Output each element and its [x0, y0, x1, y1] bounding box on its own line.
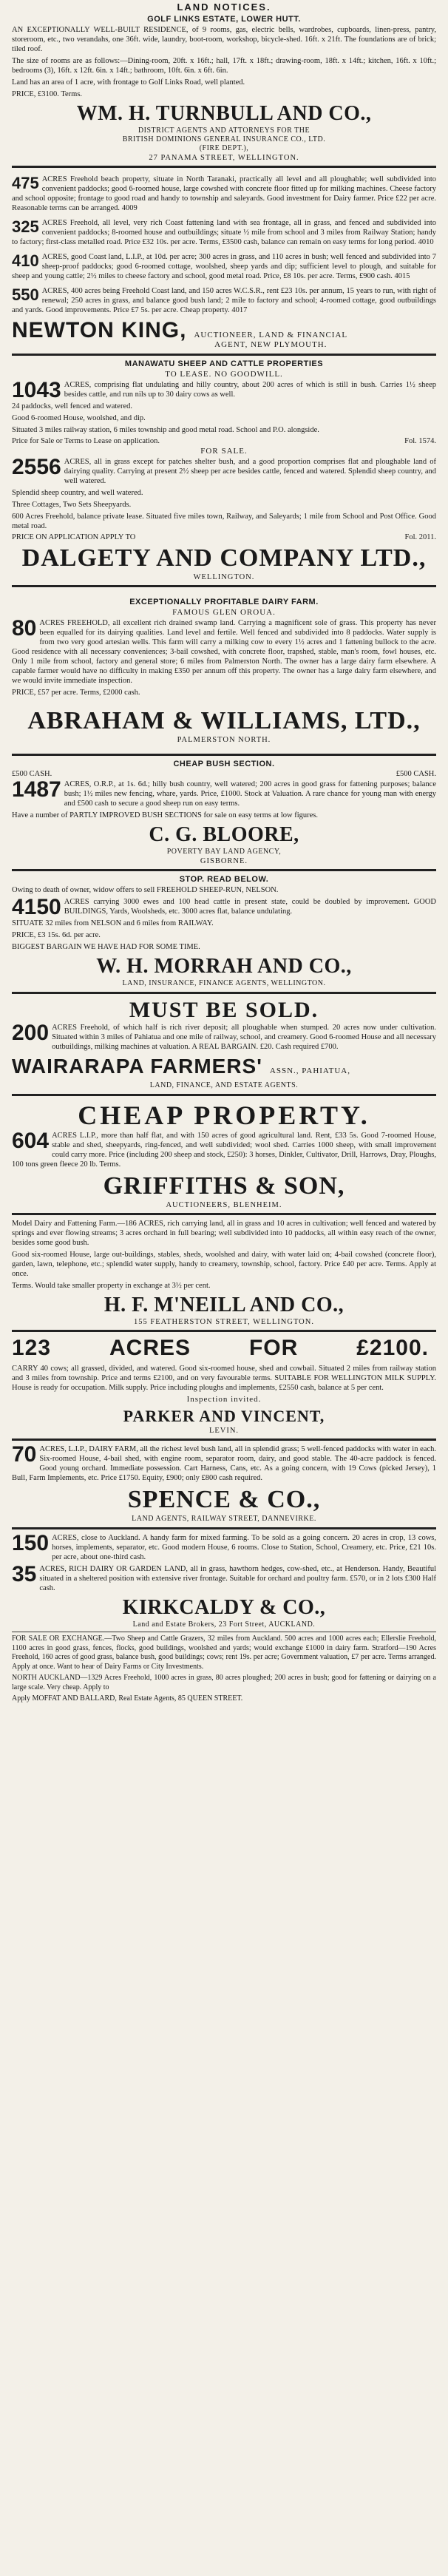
divider	[12, 166, 436, 168]
mcneill-address: 155 FEATHERSTON STREET, WELLINGTON.	[134, 1318, 314, 1326]
ad-newton-king	[12, 172, 436, 350]
morrah-bargain: BIGGEST BARGAIN WE HAVE HAD FOR SOME TIME.	[12, 943, 200, 951]
ad-mcneill	[12, 1219, 436, 1326]
listing-number: 410	[12, 251, 39, 270]
divider	[12, 1213, 436, 1215]
ad-dalgety	[12, 359, 436, 581]
land-notices-page	[12, 0, 436, 1706]
ad-moffat-ballard	[12, 1634, 436, 1704]
turnbull-sub3: (FIRE DEPT.),	[199, 144, 249, 152]
divider	[12, 1527, 436, 1529]
bloore-cash-left: £500 CASH.	[12, 770, 52, 778]
sale-ref: Fol. 2011.	[404, 533, 436, 541]
wairarapa-text: ACRES Freehold, of which half is rich river deposit; all ploughable when stumped. 20 acres now under cultivation. Situated within 3 miles of Pahiatua and one mile of railway, school, and creamery. Good 6-roomed House and all necessary outbuildings, milking machines at valuation. A REAL BARGAIN. £20. Cash required £700.	[52, 1024, 436, 1051]
sale-line: 600 Acres Freehold, balance private lease. Situated five miles town, Railway, and Saleyards; 1 mile from School and Post Office. Good metal road.	[12, 513, 436, 530]
listing-text: ACRES, good Coast land, L.I.P., at 10d. per acre; 300 acres in grass, and 110 acres in bush; well fenced and subdivided into 7 sheep-proof paddocks; good 6-roomed cottage, woolshed, sheep yards and dip; sufficient level to plough, and suitable for sheep and young cattle; 2½ miles to cheese factory and school, good metal road. Price, £8 10s. per acre. Terms, £900 cash.	[12, 253, 436, 280]
parker-headline-price: £2100.	[356, 1336, 429, 1360]
parker-headline	[12, 1336, 436, 1361]
wairarapa-heading: MUST BE SOLD.	[129, 998, 319, 1022]
kirkcaldy-sub: Land and Estate Brokers, 23 Fort Street, AUCKLAND.	[132, 1620, 316, 1629]
sale-apply: APPLY TO	[100, 533, 136, 541]
parker-note: Inspection invited.	[186, 1395, 262, 1404]
lease-line: 24 paddocks, well fenced and watered.	[12, 402, 132, 410]
parker-headline-num: 123	[12, 1336, 52, 1360]
ad-kirkcaldy	[12, 1533, 436, 1629]
parker-headline-mid: ACRES	[109, 1336, 191, 1360]
mcneill-name: H. F. M'NEILL AND CO.,	[103, 1294, 345, 1316]
newton-name: NEWTON KING,	[12, 318, 187, 342]
divider	[12, 1330, 436, 1332]
griffiths-text: ACRES L.I.P., more than half flat, and with 150 acres of good agricultural land. Rent, £33 5s. Good 7-roomed House, stable and shed, sheepyards, ring-fenced, and well subdivided; wool shed. Carries 1000 sheep, with small improvement could carry more. Price (including 200 sheep and stock, £250): 3 horses, Dinkler, Cultivator, Drill, Harrows, Dray, Ploughs, 100 tons green fleece 20 lb. Terms.	[12, 1132, 436, 1169]
divider	[12, 354, 436, 356]
griffiths-sub: AUCTIONEERS, BLENHEIM.	[166, 1201, 282, 1209]
lease-ref: Fol. 1574.	[404, 437, 436, 445]
turnbull-sub1: DISTRICT AGENTS AND ATTORNEYS FOR THE	[138, 126, 310, 135]
newton-banner	[12, 318, 436, 350]
morrah-text: ACRES carrying 3000 ewes and 100 head cattle in present state, could be doubled by improvement. GOOD BUILDINGS, Yards, Woolsheds, etc. 3000 acres flat, balance undulating.	[64, 898, 436, 916]
mcneill-intro: Model Dairy and Fattening Farm.—186 ACRES, rich carrying land, all in grass and 10 acres in cultivation; well fenced and watered by springs and ever flowing streams; 3 acres orchard in full bearing; well subdivided into 10 paddocks, all within easy reach of the owner, besides some good bush.	[12, 1220, 436, 1247]
newton-desc1: AUCTIONEER, LAND & FINANCIAL	[194, 331, 348, 339]
divider	[12, 1094, 436, 1096]
ad-turnbull	[12, 15, 436, 162]
abraham-name: ABRAHAM & WILLIAMS, LTD.,	[27, 707, 421, 734]
turnbull-address: 27 PANAMA STREET, WELLINGTON.	[149, 154, 299, 162]
wairarapa-name-tail: ASSN., PAHIATUA,	[269, 1066, 351, 1075]
ad-spence	[12, 1444, 436, 1524]
ad-abraham-williams	[12, 591, 436, 750]
sale-line: Three Cottages, Two Sets Sheepyards.	[12, 501, 132, 509]
bloore-extra: Have a number of PARTLY IMPROVED BUSH SECTIONS for sale on easy terms at low figures.	[12, 811, 318, 819]
lease-text: ACRES, comprising flat undulating and hilly country, about 200 acres of which is still in bush. Carries 1½ sheep besides cattle, and run nils up to 30 dairy cows as well.	[64, 381, 436, 399]
oroua-number: 80	[12, 616, 37, 640]
morrah-name: W. H. MORRAH AND CO.,	[96, 955, 352, 978]
sale-text: ACRES, all in grass except for patches shelter bush, and a good proportion comprises flat and ploughable land of dairying quality. Carrying at present 2½ sheep per acre besides cattle, fenced and watered. Splendid sheep country, and well watered.	[64, 458, 436, 485]
kirkcaldy-name: KIRKCALDY & CO.,	[122, 1596, 326, 1619]
turnbull-sub2: BRITISH DOMINIONS GENERAL INSURANCE CO., LTD.	[122, 135, 326, 143]
manawatu-lease-label: TO LEASE. NO GOODWILL.	[165, 370, 283, 379]
listing-number: 475	[12, 174, 39, 192]
golf-detail: The size of rooms are as follows:—Dining-room, 20ft. x 16ft.; hall, 17ft. x 18ft.; drawing-room, 18ft. x 14ft.; kitchen, 16ft. x 10ft.; bedrooms (3), 16ft. x 12ft. 6in. x 14ft.; bathroom, 10ft. 6in. x 6ft. 6in.	[12, 57, 436, 75]
kirkcaldy-number: 150	[12, 1531, 50, 1555]
dalgety-name: DALGETY AND COMPANY LTD.,	[21, 544, 427, 572]
golf-land: Land has an area of 1 acre, with frontage to Golf Links Road, well planted.	[12, 78, 245, 87]
newton-desc2: AGENT, NEW PLYMOUTH.	[214, 340, 327, 349]
manawatu-heading: MANAWATU SHEEP AND CATTLE PROPERTIES	[124, 359, 324, 368]
listing-ref: 4017	[231, 306, 248, 314]
morrah-sub: LAND, INSURANCE, FINANCE AGENTS, WELLINGTON.	[122, 979, 326, 987]
wairarapa-name: WAIRARAPA FARMERS'	[12, 1055, 262, 1078]
spence-sub: LAND AGENTS, RAILWAY STREET, DANNEVIRKE.	[132, 1515, 316, 1523]
listing-ref: 4010	[418, 238, 434, 246]
divider	[12, 754, 436, 756]
bloore-address: GISBORNE.	[200, 857, 248, 865]
griffiths-number: 604	[12, 1129, 50, 1153]
parker-headline-for: FOR	[248, 1336, 299, 1360]
masthead: LAND NOTICES.	[177, 1, 271, 13]
newton-desc	[194, 331, 347, 350]
oroua-price: PRICE, £57 per acre. Terms, £2000 cash.	[12, 689, 140, 697]
sale-line: Splendid sheep country, and well watered.	[12, 489, 143, 497]
golf-heading: GOLF LINKS ESTATE, LOWER HUTT.	[147, 15, 301, 24]
griffiths-name: GRIFFITHS & SON,	[103, 1172, 345, 1200]
listing-ref: 4015	[394, 272, 410, 280]
sale-price: PRICE ON APPLICATION	[12, 533, 99, 541]
morrah-intro: Owing to death of owner, widow offers to sell FREEHOLD SHEEP-RUN, NELSON.	[12, 886, 279, 894]
bloore-sub: POVERTY BAY LAND AGENCY,	[166, 848, 282, 856]
golf-body: AN EXCEPTIONALLY WELL-BUILT RESIDENCE, of 9 rooms, gas, electric bells, wardrobes, cupboards, linen-press, pantry, storeroom, etc., two verandahs, one 36ft. wide, laundry, boot-room, workshop, bicycle-shed. 16ft. x 21ft. The foundations are of brick; tiled roof.	[12, 26, 436, 53]
listing-number: 325	[12, 217, 39, 236]
morrah-situation: SITUATE 32 miles from NELSON and 6 miles from RAILWAY.	[12, 919, 214, 927]
ad-bloore	[12, 760, 436, 865]
divider	[12, 1439, 436, 1441]
mcneill-detail: Good six-roomed House, large out-buildings, stables, sheds, woolshed and dairy, with water laid on; 4-bail cowshed (concrete floor), garden, lawn, telephone, etc.; splendid water supply, handy to creamery, township, school, factory. Price £40 per acre. Terms. Apply at once.	[12, 1251, 436, 1278]
listing-text: ACRES, 400 acres being Freehold Coast land, and 150 acres W.C.S.R., rent £23 10s. per annum, 15 years to run, with right of renewal; 250 acres in grass, and balance good bush land; 2 mile to factory and school; 4-roomed cottage, good outbuildings and yards. Good improvements. Price £7 5s. per acre. Cheap property.	[12, 287, 436, 314]
kirkcaldy-number: 35	[12, 1562, 37, 1586]
lease-number: 1043	[12, 378, 61, 402]
moffat-text: FOR SALE OR EXCHANGE.—Two Sheep and Cattle Grazers, 32 miles from Auckland. 500 acres and 1000 acres each; Ellerslie Freehold, 1100 acres in good grass, fences, flocks, good buildings, woolshed and yards; would exchange £1000 in dairy farm. Stratford—190 Acres Freehold, 160 acres of good grass, balance bush, good buildings; cows; rent 19s. per acre; Government valuation, £7 per acre. Terms arranged. Apply at once. Want to hear of Dairy Farms or City Investments.	[12, 1634, 436, 1671]
lease-line: Good 6-roomed House, woolshed, and dip.	[12, 414, 146, 422]
ad-griffiths	[12, 1100, 436, 1209]
ad-morrah	[12, 875, 436, 988]
listing-ref: 4009	[121, 204, 138, 212]
ad-wairarapa	[12, 998, 436, 1090]
bloore-name: C. G. BLOORE,	[149, 823, 299, 846]
sale-number: 2556	[12, 455, 61, 479]
morrah-heading: STOP. READ BELOW.	[179, 875, 269, 884]
parker-address: LEVIN.	[208, 1427, 240, 1435]
wairarapa-number: 200	[12, 1021, 50, 1045]
oroua-heading: EXCEPTIONALLY PROFITABLE DAIRY FARM.	[129, 598, 319, 606]
lease-offer: Price for Sale or Terms to Lease on application.	[12, 437, 160, 445]
morrah-number: 4150	[12, 895, 61, 919]
parker-name: PARKER AND VINCENT,	[123, 1407, 325, 1425]
spence-text: ACRES, L.I.P., DAIRY FARM, all the richest level bush land, all in splendid grass; 5 well-fenced paddocks with water in each. Six-roomed House, 4-bail shed, with engine room, separator room, dairy, and good stable. The 40-acre paddock is fenced. Good young orchard. Immediate possession. Cart Harness, Cans, etc. As a going concern, with 19 Cows (picked Jersey), 1 Bull, Farm Implements, etc. Price £1750. Equity, £900; only £800 cash required.	[12, 1445, 436, 1482]
listing-text: ACRES Freehold beach property, situate in North Taranaki, practically all level and all ploughable; well subdivided into convenient paddocks; good 6-roomed house, large cowshed with concrete floor fitted up for milking machines. Cheese factory and school opposite; frontage to good road and handy to township and saleyards. Good investment for Dairy farmer. Price £22 per acre. Reasonable terms can be arranged.	[12, 175, 436, 212]
kirkcaldy-text: ACRES, close to Auckland. A handy farm for mixed farming. To be sold as a going concern. 20 acres in crop, 13 cows, horses, implements, separator, etc. Good modern House, 6 rooms. Close to Station, School, Creamery, etc. Price, £21 10s. per acre, about one-third cash.	[52, 1534, 436, 1561]
oroua-subheading: FAMOUS GLEN OROUA.	[172, 608, 276, 617]
moffat-apply: Apply MOFFAT AND BALLARD, Real Estate Agents, 85 QUEEN STREET.	[12, 1694, 243, 1703]
listing-number: 550	[12, 285, 39, 304]
wairarapa-sub: LAND, FINANCE, AND ESTATE AGENTS.	[149, 1081, 299, 1089]
bloore-heading: CHEAP BUSH SECTION.	[173, 760, 275, 768]
spence-number: 70	[12, 1442, 37, 1467]
manawatu-sale-label: FOR SALE.	[200, 447, 248, 456]
oroua-text: ACRES FREEHOLD, all excellent rich drained swamp land. Carrying a magnificent sole of grass. This property has never been equalled for its dairying qualities. Land level and fertile. Well fenced and subdivided into 8 paddocks. Water supply is from two very good artesian wells. This farm will carry a milking cow to every 1½ acres and 1 fattening bullock to the acre. Good residence with all necessary conveniences; 3-bail cowshed, with concrete floor, trapshed, stable, man's room, fowl houses, etc. Only 1 mile from school, factory and general store; 6 miles from Palmerston North. The owner has a large dairy farm elsewhere. A capable farmer would have no difficulty in making £350 per annum off this property. The owner has a large dairy farm elsewhere, and we would invite immediate inspection.	[12, 619, 436, 685]
moffat-north: NORTH AUCKLAND—1329 Acres Freehold, 1000 acres in grass, 80 acres ploughed; 200 acres in bush; good for fattening or dairying on a large scale. Very cheap. Apply to	[12, 1674, 436, 1691]
lease-line: Situated 3 miles railway station, 6 miles township and good metal road. School and P.O. alongside.	[12, 426, 319, 434]
wairarapa-banner	[12, 1055, 436, 1078]
dalgety-address: WELLINGTON.	[193, 573, 255, 581]
listing-text: ACRES Freehold, all level, very rich Coast fattening land with sea frontage, all in grass, and fenced and subdivided into convenient paddocks; 8-roomed house and outbuildings; situate ½ mile from school and 3 miles from Railway Station; handy to factory; first-class metalled road. Price £32 10s. per acre. Terms, £3500 cash, balance can remain on easy terms for long period.	[12, 219, 436, 246]
parker-text: CARRY 40 cows; all grassed, divided, and watered. Good six-roomed house, shed and cowbail. Situated 2 miles from railway station and 3 miles from township. Price and terms £2100, and on very favourable terms. SUITABLE FOR WELLINGTON MILK SUPPLY. House is ready for occupation. Milk supply. Price including ploughs and implements, £2550 cash, balance at 5 per cent.	[12, 1365, 436, 1392]
ad-parker-vincent	[12, 1336, 436, 1435]
golf-price: PRICE, £3100. Terms.	[12, 90, 83, 98]
kirkcaldy-text: ACRES, RICH DAIRY OR GARDEN LAND, all in grass, hawthorn hedges, cow-shed, etc., at Henderson. Handy, Beautiful situated in a sheltered position with extensive river frontage. Suitable for orchard and poultry farm. £570, or in 2 lots £300 Half cash.	[39, 1565, 436, 1592]
spence-name: SPENCE & CO.,	[127, 1486, 321, 1513]
abraham-address: PALMERSTON NORTH.	[177, 736, 271, 744]
mcneill-terms: Terms. Would take smaller property in exchange at 3½ per cent.	[12, 1282, 211, 1290]
bloore-text: ACRES, O.R.P., at 1s. 6d.; hilly bush country, well watered; 200 acres in good grass for fattening purposes; balance bush; 1½ miles new fencing, whare, yards. Price, £1000. Stock at Valuation. A rare chance for young man with energy and £500 cash to secure a good sheep run on easy terms.	[64, 780, 436, 808]
bloore-number: 1487	[12, 777, 61, 802]
divider	[12, 992, 436, 994]
griffiths-heading: CHEAP PROPERTY.	[78, 1101, 370, 1130]
turnbull-name: WM. H. TURNBULL AND CO.,	[76, 102, 372, 125]
bloore-cash-right: £500 CASH.	[396, 770, 436, 778]
divider	[12, 869, 436, 871]
divider	[12, 585, 436, 587]
morrah-price: PRICE, £3 15s. 6d. per acre.	[12, 931, 101, 939]
